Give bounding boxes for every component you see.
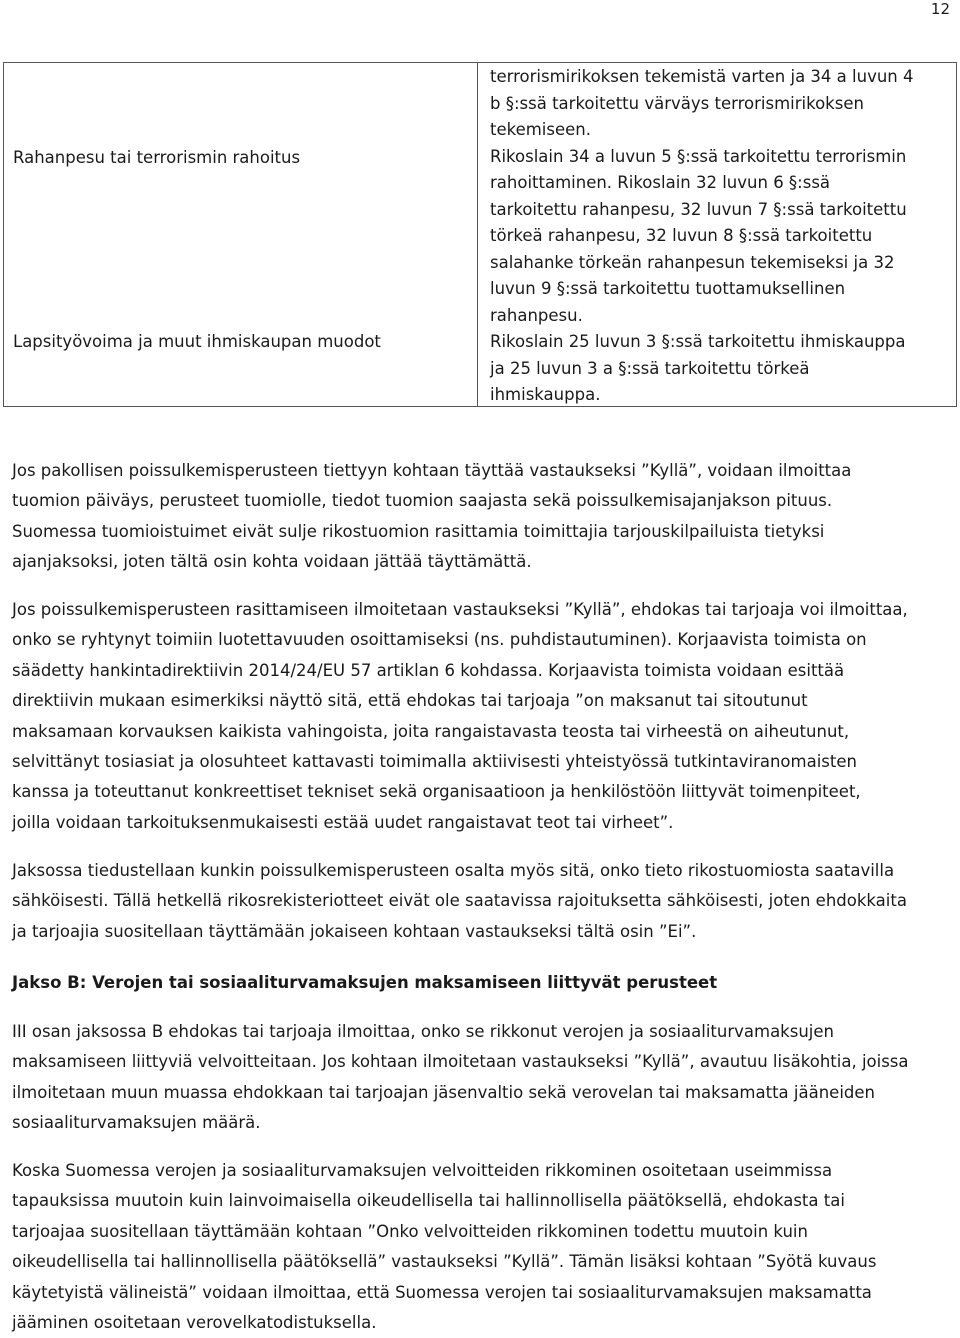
- paragraph-self-cleaning: Jos poissulkemisperusteen rasittamiseen ilmoitetaan vastaukseksi ”Kyllä”, ehdokas tai tarjoaja voi ilmoittaa, onko se ryhtynyt toimiin luotettavuuden osoittamiseksi (ns. puhdistautuminen). Korjaavista toimista on säädetty hankintadirektiivin 2014/24/EU 57 artiklan 6 kohdassa. Korjaavista toimista voidaan esittää direktiivin mukaan esimerkiksi näyttö sitä, että ehdokas tai tarjoaja ”on maksanut tai sitoutunut maksamaan korvauksen kaikista vahingoista, joita rangaistavasta teosta tai virheestä on aiheutunut, selvittänyt tosiasiat ja olosuhteet kattavasti toimimalla aktiivisesti yhteistyössä tutkintaviranomaisten kanssa ja toteuttanut konkreettiset tekniset sekä organisaatioon ja henkilöstöön liittyvät toimenpiteet, joilla voidaan tarkoituksenmukaisesti estää uudet rangaistavat teot tai virheet”.: [12, 600, 908, 832]
- table-row-label-money-laundering: Rahanpesu tai terrorismin rahoitus: [13, 148, 301, 167]
- section-heading-jakso-b: Jakso B: Verojen tai sosiaaliturvamaksujen maksamiseen liittyvät perusteet: [12, 973, 718, 992]
- table-row-text-human-trafficking: Rikoslain 25 luvun 3 §:ssä tarkoitettu ihmiskauppa ja 25 luvun 3 a §:ssä tarkoitettu törkeä ihmiskauppa.: [490, 332, 906, 404]
- table-column-divider: [477, 63, 478, 406]
- paragraph-finland-tax-practice: Koska Suomessa verojen ja sosiaaliturvamaksujen velvoitteiden rikkominen osoitetaan useimmissa tapauksissa muutoin kuin lainvoimaisella oikeudellisella tai hallinnollisella päätöksellä, ehdokasta tai tarjoajaa suositellaan täyttämään kohtaan ”Onko velvoitteiden rikkominen todettu muutoin kuin oikeudellisella tai hallinnollisella päätöksellä” vastaukseksi ”Kyllä”. Tämän lisäksi kohtaan ”Syötä kuvaus käytetyistä välineistä” voidaan ilmoittaa, että Suomessa verojen tai sosiaaliturvamaksujen maksamatta jääminen osoitetaan verovelkatodistuksella.: [12, 1161, 877, 1333]
- page-number: 12: [930, 0, 950, 18]
- offence-table: [3, 62, 957, 407]
- table-row-label-human-trafficking: Lapsityövoima ja muut ihmiskaupan muodot: [13, 332, 381, 351]
- paragraph-conviction-details: Jos pakollisen poissulkemisperusteen tiettyyn kohtaan täyttää vastaukseksi ”Kyllä”, voidaan ilmoittaa tuomion päiväys, perusteet tuomiolle, tiedot tuomion saajasta sekä poissulkemisajanjakson pituus. Suomessa tuomioistuimet eivät sulje rikostuomion rasittamia toimittajia tarjouskilpailuista tietyksi ajanjaksoksi, joten tältä osin kohta voidaan jättää täyttämättä.: [12, 461, 852, 572]
- paragraph-electronic-availability: Jaksossa tiedustellaan kunkin poissulkemisperusteen osalta myös sitä, onko tieto rikostuomiosta saatavilla sähköisesti. Tällä hetkellä rikosrekisteriotteet eivät ole saatavissa rajoituksetta sähköisesti, joten ehdokkaita ja tarjoajia suositellaan täyttämään jokaiseen kohtaan vastaukseksi tältä osin ”Ei”.: [12, 861, 907, 941]
- paragraph-tax-obligations: III osan jaksossa B ehdokas tai tarjoaja ilmoittaa, onko se rikkonut verojen ja sosiaaliturvamaksujen maksamiseen liittyviä velvoitteitaan. Jos kohtaan ilmoitetaan vastaukseksi ”Kyllä”, avautuu lisäkohtia, joissa ilmoitetaan muun muassa ehdokkaan tai tarjoajan jäsenvaltio sekä verovelan tai maksamatta jääneiden sosiaaliturvamaksujen määrä.: [12, 1022, 909, 1133]
- table-row-text-money-laundering: terrorismirikoksen tekemistä varten ja 34 a luvun 4 b §:ssä tarkoitettu värväys terrorismirikoksen tekemiseen. Rikoslain 34 a luvun 5 §:ssä tarkoitettu terrorismin rahoittaminen. Rikoslain 32 luvun 6 §:ssä tarkoitettu rahanpesu, 32 luvun 7 §:ssä tarkoitettu törkeä rahanpesu, 32 luvun 8 §:ssä tarkoitettu salahanke törkeän rahanpesun tekemiseksi ja 32 luvun 9 §:ssä tarkoitettu tuottamuksellinen rahanpesu.: [490, 67, 914, 325]
